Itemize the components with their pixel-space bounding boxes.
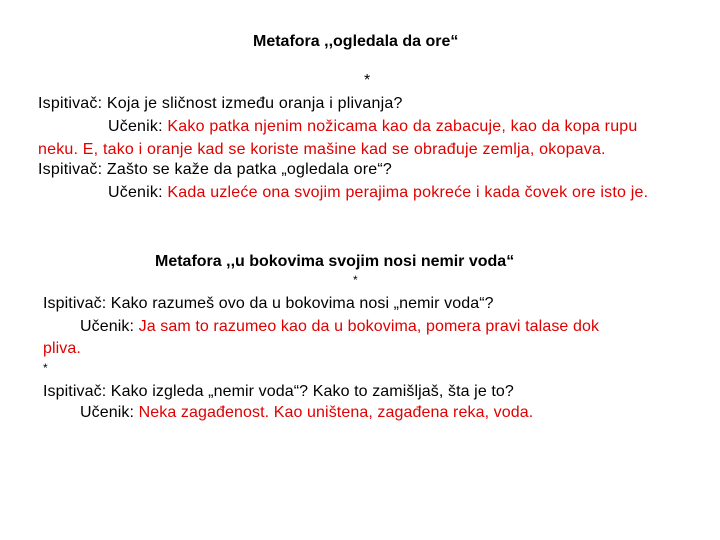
section2-title: Metafora ,,u bokovima svojim nosi nemir voda“ (155, 253, 515, 270)
question-text: Kako razumeš ovo da u bokovima nosi „nemir voda“? (110, 295, 494, 312)
section1-answer2 (108, 184, 648, 202)
interviewer-label: Ispitivač: (38, 161, 103, 178)
interviewer-label: Ispitivač: (43, 295, 107, 312)
section2-answer1-line1 (80, 318, 599, 336)
answer-text: Ja sam to razumeo kao da u bokovima, pomera pravi talase dok (138, 318, 600, 335)
section2-separator: * (353, 273, 358, 287)
student-label: Učenik: (80, 404, 135, 421)
question-text: Koja je sličnost između oranja i plivanja? (106, 95, 403, 112)
answer-text: Neka zagađenost. Kao uništena, zagađena reka, voda. (138, 404, 534, 421)
section1-question2 (38, 161, 392, 179)
section1-question1 (38, 95, 403, 113)
section2-answer1-line2: pliva. (43, 340, 81, 357)
section1-separator: * (364, 72, 371, 89)
interviewer-label: Ispitivač: (38, 95, 103, 112)
student-label: Učenik: (108, 184, 163, 201)
student-label: Učenik: (108, 118, 163, 135)
question-text: Zašto se kaže da patka „ogledala ore“? (106, 161, 393, 178)
interviewer-label: Ispitivač: (43, 383, 107, 400)
answer-text: Kada uzleće ona svojim perajima pokreće i kada čovek ore isto je. (167, 184, 649, 201)
section2-answer2 (80, 404, 533, 422)
answer-text: Kako patka njenim nožicama kao da zabacuje, kao da kopa rupu (167, 118, 638, 135)
section1-answer1-line1 (108, 118, 638, 136)
section1-answer1-line2: neku. E, tako i oranje kad se koriste mašine kad se obrađuje zemlja, okopava. (38, 141, 606, 158)
section1-title: Metafora ,,ogledala da ore“ (253, 33, 459, 50)
section2-question2 (43, 383, 514, 401)
section2-separator-2: * (43, 361, 48, 375)
student-label: Učenik: (80, 318, 135, 335)
section2-question1 (43, 295, 494, 313)
question-text: Kako izgleda „nemir voda“? Kako to zamišljaš, šta je to? (110, 383, 514, 400)
